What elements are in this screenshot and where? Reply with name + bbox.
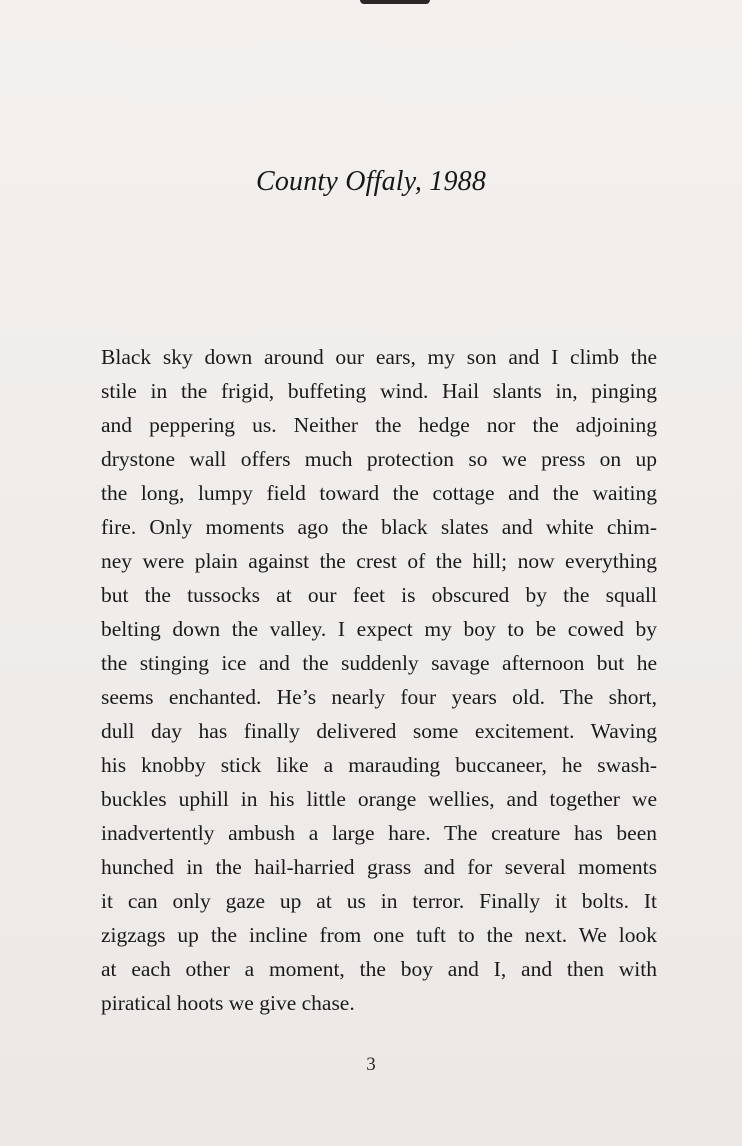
paragraph-line: stile in the frigid, buffeting wind. Hail slants in, pinging — [101, 379, 657, 403]
paragraph-line: ney were plain against the crest of the hill; now everything — [101, 549, 657, 573]
top-edge-mark — [360, 0, 430, 4]
paragraph-line: the long, lumpy field toward the cottage and the waiting — [101, 481, 657, 505]
page-number: 3 — [366, 1054, 376, 1075]
paragraph-line: but the tussocks at our feet is obscured by the squall — [101, 583, 657, 607]
paragraph-line: zigzags up the incline from one tuft to the next. We look — [101, 923, 657, 947]
paragraph-line: and peppering us. Neither the hedge nor the adjoining — [101, 413, 657, 437]
paragraph-line: it can only gaze up at us in terror. Finally it bolts. It — [101, 889, 657, 913]
paragraph-line: Black sky down around our ears, my son and I climb the — [101, 345, 657, 369]
paragraph-line: seems enchanted. He’s nearly four years old. The short, — [101, 685, 657, 709]
paragraph-line: buckles uphill in his little orange wellies, and together we — [101, 787, 657, 811]
paragraph-line: drystone wall offers much protection so we press on up — [101, 447, 657, 471]
show-through-text — [100, 68, 660, 340]
paragraph-line: fire. Only moments ago the black slates and white chim- — [101, 515, 657, 539]
paragraph-line: his knobby stick like a marauding buccaneer, he swash- — [101, 753, 657, 777]
paragraph-line: dull day has finally delivered some excitement. Waving — [101, 719, 657, 743]
paragraph-line: piratical hoots we give chase. — [101, 991, 355, 1015]
paragraph-line: hunched in the hail-harried grass and for several moments — [101, 855, 657, 879]
paragraph-line: belting down the valley. I expect my boy to be cowed by — [101, 617, 657, 641]
paragraph-line: the stinging ice and the suddenly savage afternoon but he — [101, 651, 657, 675]
body-paragraph — [101, 340, 657, 1020]
paragraph-line: inadvertently ambush a large hare. The creature has been — [101, 821, 657, 845]
chapter-title: County Offaly, 1988 — [255, 166, 487, 197]
paragraph-line: at each other a moment, the boy and I, and then with — [101, 957, 657, 981]
